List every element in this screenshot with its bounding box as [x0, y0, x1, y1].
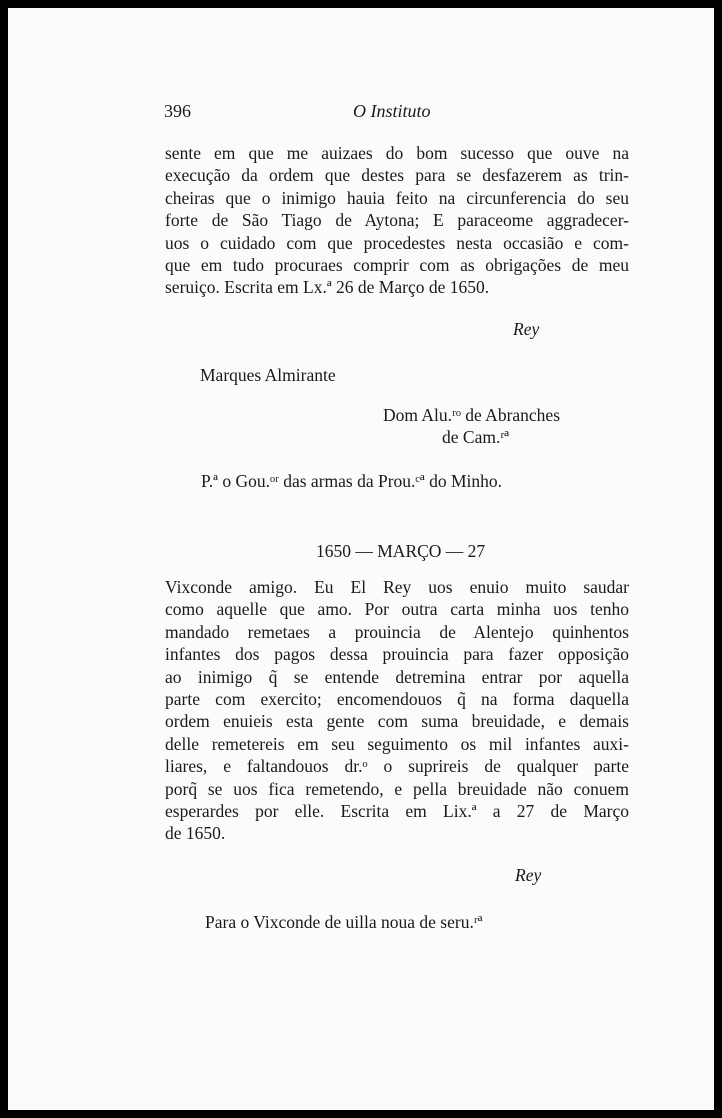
letter-2-signature: Rey	[515, 865, 542, 885]
letter-1-line: execução da ordem que destes para se desfazerem as trin-	[165, 165, 629, 186]
letter-2-line: porq̃ se uos fica remetendo, e pella breuidade não conuem	[165, 778, 629, 799]
letter-2-line: liares, e faltandouos dr.ᵒ o suprireis de qualquer parte	[165, 756, 629, 777]
letter-1-line: seruiço. Escrita em Lx.ª 26 de Março de 1650.	[165, 277, 490, 298]
letter-1-line: forte de São Tiago de Aytona; E paraceome aggradecer-	[165, 210, 629, 231]
letter-1-line: sente em que me auizaes do bom sucesso que ouve na	[165, 143, 629, 163]
letter-1-line: cheiras que o inimigo hauia feito na circunferencia do seu	[165, 187, 629, 208]
letter-2-date-heading: 1650 — MARÇO — 27	[316, 541, 486, 561]
letter-2-body	[165, 576, 629, 845]
letter-2-line: ao inimigo q̃ se entende detremina entrar por aquella	[165, 666, 629, 687]
signer-name: Dom Alu.ʳᵒ de Abranches	[383, 405, 561, 425]
letter-2-line: Vixconde amigo. Eu El Rey uos enuio muito saudar	[165, 577, 629, 597]
letter-2-line: ordem enuieis esta gente com suma breuidade, e demais	[165, 711, 629, 732]
letter-2-line: parte com exercito; encomendouos q̃ na forma daquella	[165, 689, 629, 710]
letter-1-signer	[383, 404, 560, 448]
document-page	[8, 8, 714, 1110]
letter-2-line: como aquelle que amo. Por outra carta minha uos tenho	[165, 599, 629, 620]
page-number: 396	[164, 101, 191, 121]
letter-1-signature: Rey	[513, 319, 540, 339]
letter-1-line: uos o cuidado com que procedestes nesta occasião e com-	[165, 232, 629, 253]
letter-2-line: de 1650.	[165, 823, 226, 844]
letter-2-line: mandado remetaes a prouincia de Alentejo quinhentos	[165, 621, 629, 642]
letter-1-body	[165, 142, 629, 299]
letter-1-addressee: Marques Almirante	[200, 365, 336, 385]
letter-1-line: que em tudo procuraes comprir com as obrigações de meu	[165, 255, 629, 276]
letter-2-line: delle remetereis em seu seguimento os mil infantes auxi-	[165, 733, 629, 754]
letter-2-line: infantes dos pagos dessa prouincia para fazer opposição	[165, 644, 629, 665]
signer-title: de Cam.ʳª	[442, 427, 509, 447]
letter-2-line: esperardes por elle. Escrita em Lix.ª a 27 de Março	[165, 801, 629, 822]
journal-title: O Instituto	[353, 101, 431, 121]
running-header	[8, 101, 714, 125]
letter-1-direction: P.ª o Gou.ᵒʳ das armas da Prou.ᶜª do Minho.	[201, 471, 503, 491]
letter-2-addressee: Para o Vixconde de uilla noua de seru.ʳª	[205, 912, 483, 932]
